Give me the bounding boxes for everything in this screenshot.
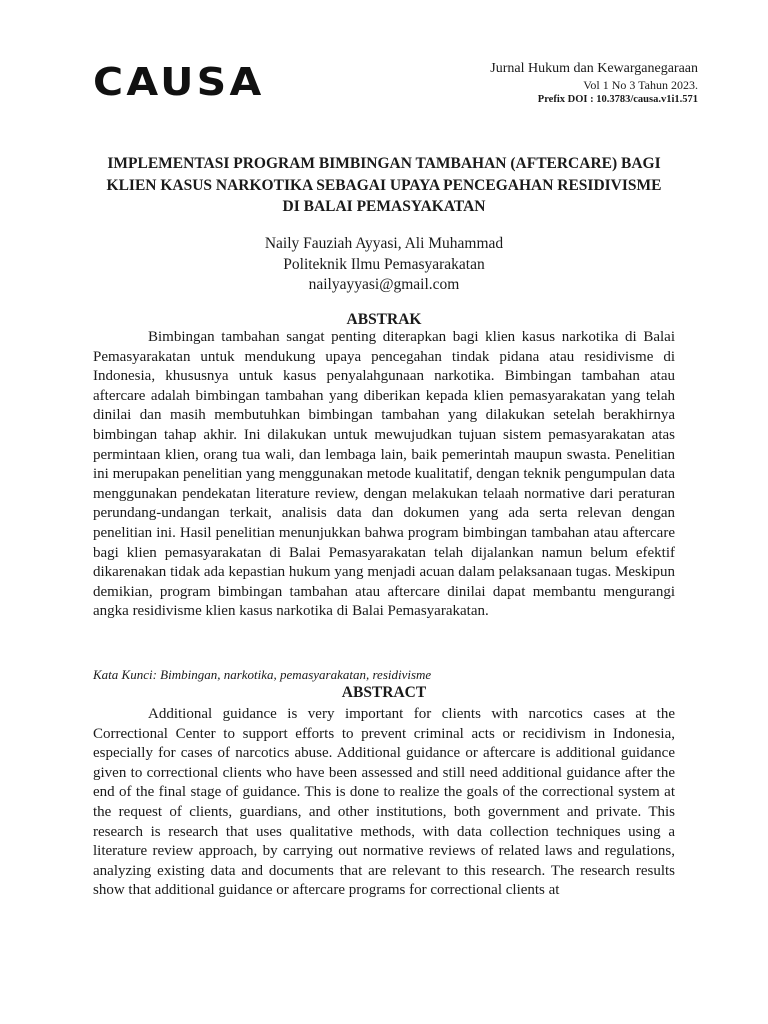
keywords: Kata Kunci: Bimbingan, narkotika, pemasyarakatan, residivisme: [93, 667, 432, 682]
journal-doi: Prefix DOI : 10.3783/causa.v1i1.571: [537, 93, 698, 105]
paper-title: [80, 153, 688, 218]
abstract-heading: ABSTRACT: [341, 684, 427, 701]
author-affiliation: Politeknik Ilmu Pemasyarakatan: [283, 255, 485, 273]
journal-info: [490, 60, 698, 106]
title-line: DI BALAI PEMASYAKATAN: [282, 198, 486, 215]
title-line: KLIEN KASUS NARKOTIKA SEBAGAI UPAYA PENCEGAHAN RESIDIVISME: [106, 176, 662, 194]
abstrak-heading: ABSTRAK: [346, 311, 422, 328]
author-block: [80, 234, 688, 296]
journal-name: Jurnal Hukum dan Kewarganegaraan: [490, 61, 698, 76]
journal-logo: CAUSA: [93, 60, 265, 104]
title-line: IMPLEMENTASI PROGRAM BIMBINGAN TAMBAHAN (AFTERCARE) BAGI: [107, 155, 661, 172]
abstract-body: Additional guidance is very important for clients with narcotics cases at the Correctional Center to support efforts to prevent criminal acts or recidivism in Indonesia, especially for cases of narcotics abuse. Additional guidance or aftercare is additional guidance given to correctional clients who have been assessed and still need additional guidance after the end of the final stage of guidance. This is done to realize the goals of the correctional system at the request of clients, guardians, and other institutions, both government and private. This research is research that uses qualitative methods, with data collection techniques using a literature review approach, by carrying out normative reviews of related laws and regulations, analyzing existing data and documents that are relevant to this research. The research results show that additional guidance or aftercare programs for correctional clients at: [93, 706, 675, 899]
author-email: nailyayyasi@gmail.com: [308, 276, 460, 293]
abstrak-body: Bimbingan tambahan sangat penting diterapkan bagi klien kasus narkotika di Balai Pemasyarakatan untuk mendukung upaya pencegahan tindak pidana atau residivisme di Indonesia, khususnya untuk kasus penyalahgunaan narkotika. Bimbingan tambahan atau aftercare adalah bimbingan tambahan yang diberikan kepada klien pemasyarakatan yang telah dinilai dan masih membutuhkan bimbingan tambahan yang dilakukan setelah berakhirnya bimbingan tahap akhir. Ini dilakukan untuk mewujudkan tujuan sistem pemasyarakatan atas permintaan klien, orang tua wali, dan lembaga lain, baik pemerintah maupun swasta. Penelitian ini merupakan penelitian yang menggunakan metode kualitatif, dengan teknik pengumpulan data menggunakan pendekatan literature review, dengan melakukan telaah normative dari peraturan perundang-undangan terkait, analisis data dan dokumen yang ada serta relevan dengan penelitian ini. Hasil penelitian menunjukkan bahwa program bimbingan tambahan atau aftercare bagi klien pemasyarakatan di Balai Pemasyarakatan telah dijalankan namun belum efektif dikarenakan tidak ada kepastian hukum yang menjadi acuan dalam pelaksanaan tugas. Meskipun demikian, program bimbingan tambahan atau aftercare dinilai dapat membantu mengurangi angka residivisme klien kasus narkotika di Balai Pemasyarakatan.: [93, 329, 675, 620]
author-names: Naily Fauziah Ayyasi, Ali Muhammad: [264, 235, 504, 252]
journal-volume: Vol 1 No 3 Tahun 2023.: [583, 77, 698, 92]
